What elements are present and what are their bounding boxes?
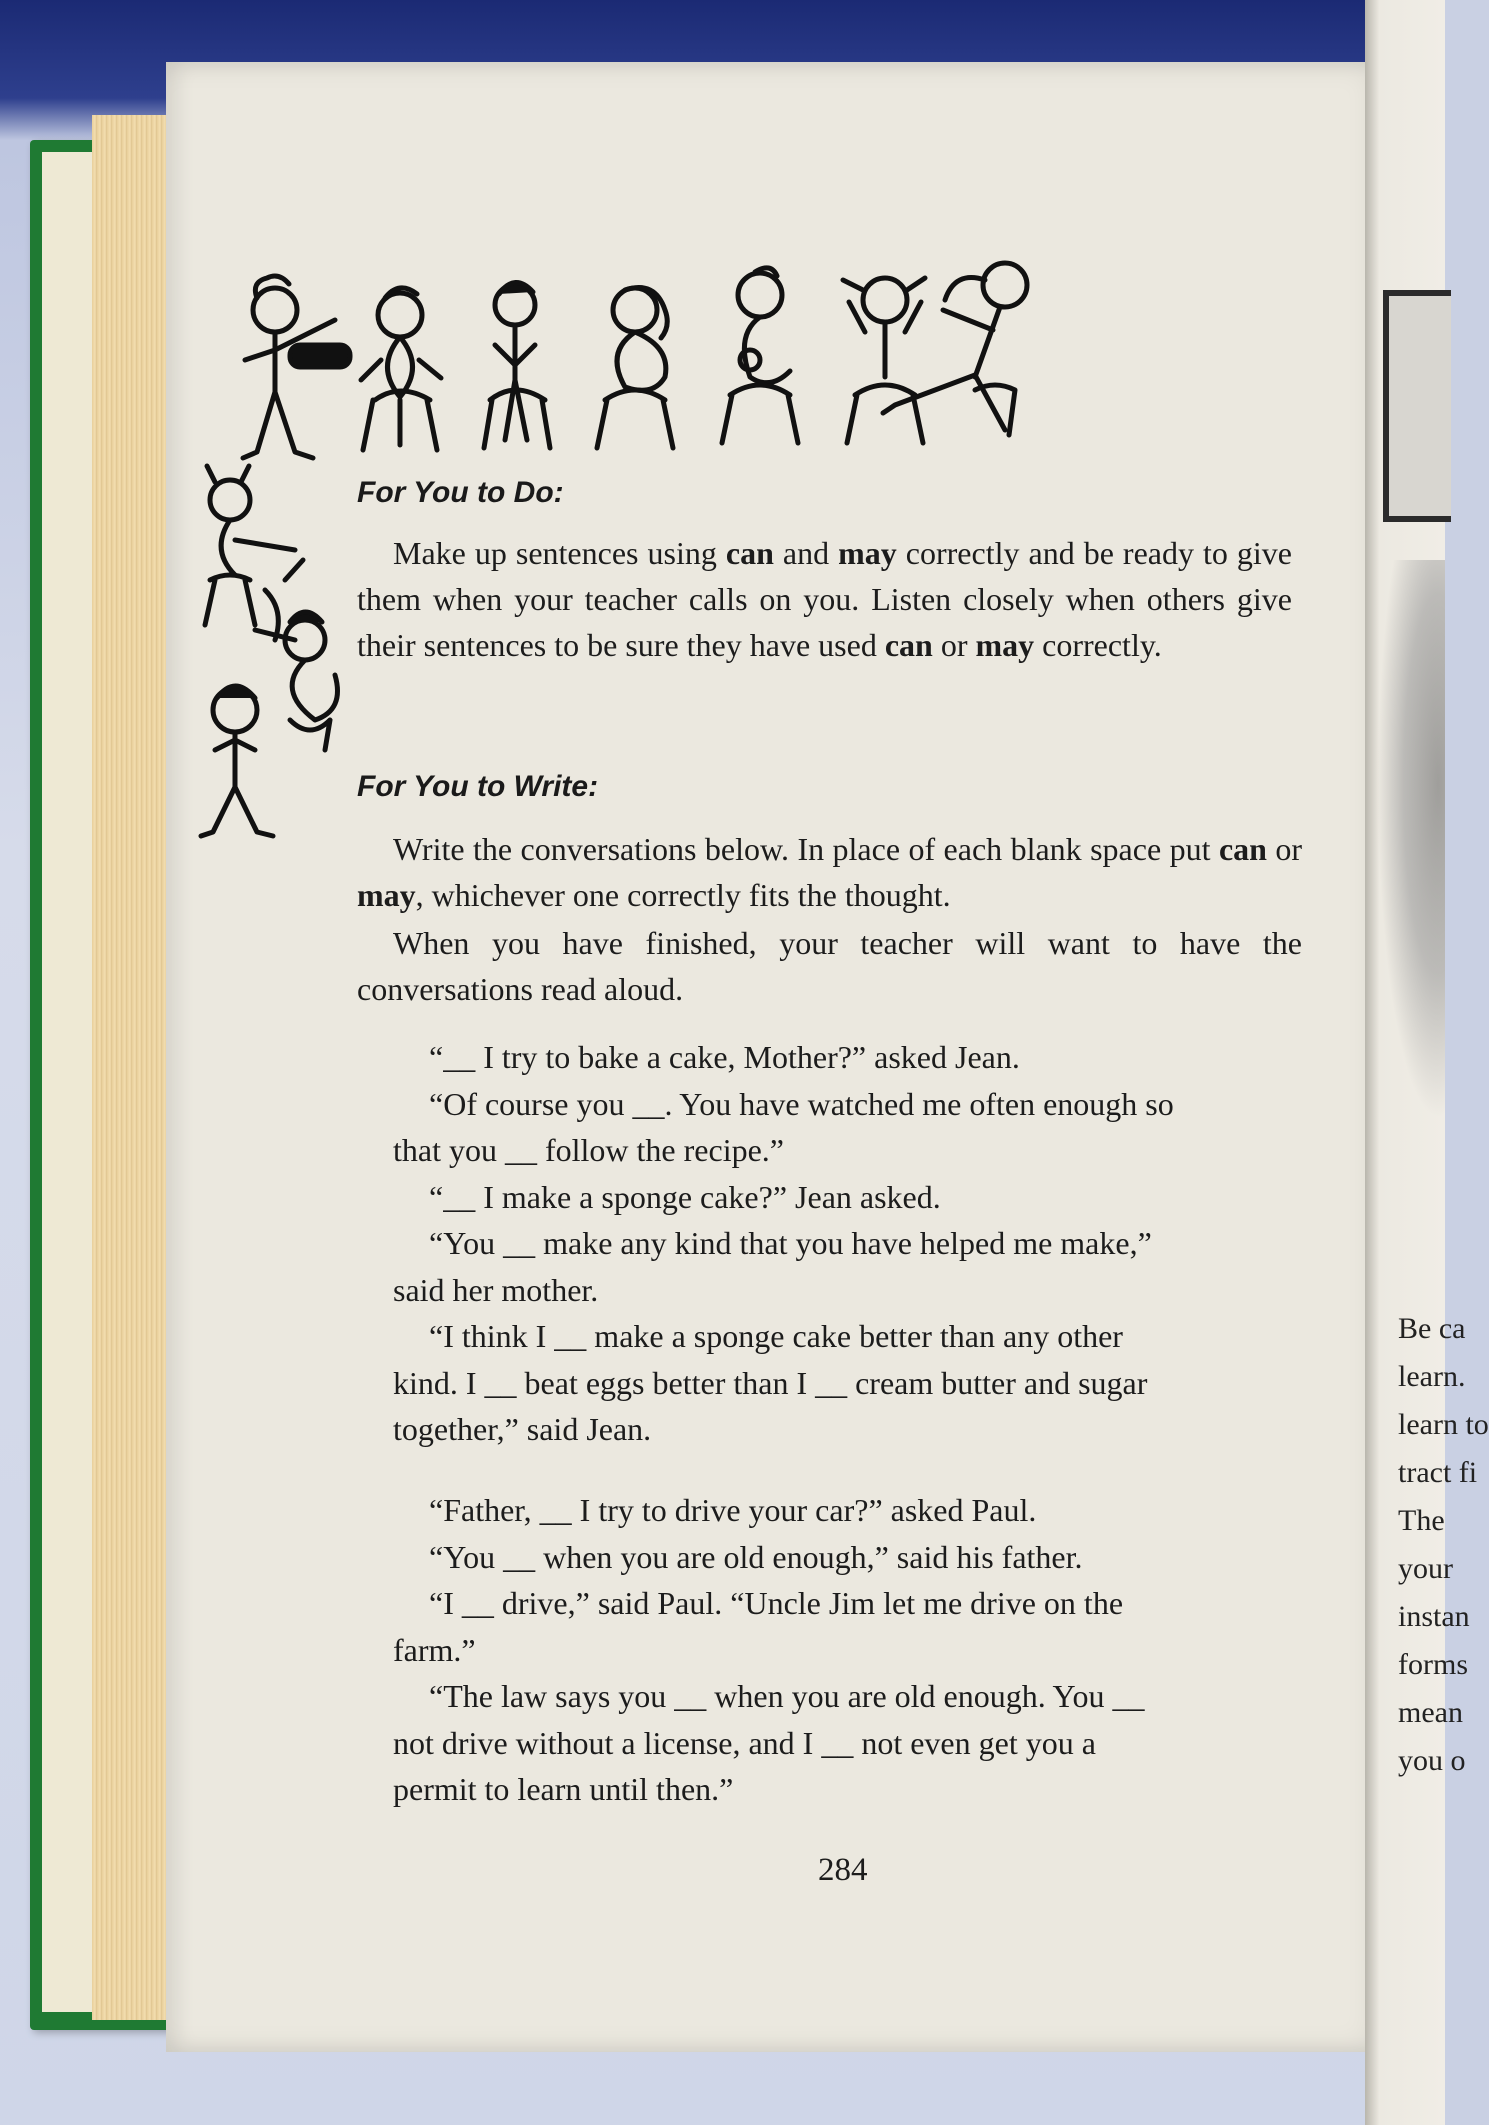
facing-page-picture-frame (1383, 290, 1451, 522)
instructions-do: Make up sentences using can and may correctly and be ready to give them when your teacher calls on you. Listen closely when others give their sentences to be sure they have used can or may correctly. (357, 535, 1293, 663)
conversation-line: “__ I try to bake a cake, Mother?” asked Jean. (429, 1039, 1020, 1075)
kid-6 (843, 278, 925, 443)
kid-3 (484, 282, 550, 448)
conversation-paul (393, 1487, 1308, 1813)
conversation-line: “The law says you __ when you are old enough. You __ (429, 1678, 1145, 1714)
conversation-line: said her mother. (393, 1271, 599, 1308)
instructions-read-aloud: When you have finished, your teacher will want to have the conversations read aloud. (357, 925, 1302, 1007)
conversation-line: permit to learn until then.” (393, 1771, 734, 1807)
heading-for-you-to-do: For You to Do: (357, 476, 564, 509)
facing-page-fragment: Be ca (1398, 1312, 1466, 1345)
instructions-write: Write the conversations below. In place of each blank space put can or may, whichever one correctly fits the thought. (357, 831, 1303, 913)
conversation-line: “__ I make a sponge cake?” Jean asked. (429, 1178, 941, 1215)
facing-page-fragment: tract fi (1398, 1456, 1478, 1489)
heading-for-you-to-write: For You to Write: (357, 770, 599, 803)
conversation-line: “Of course you __. You have watched me often enough so (429, 1085, 1174, 1122)
conversation-line: kind. I __ beat eggs better than I __ cream butter and sugar (393, 1364, 1148, 1401)
conversation-line: “Father, __ I try to drive your car?” asked Paul. (429, 1492, 1037, 1528)
conversation-line: that you __ follow the recipe.” (393, 1132, 784, 1168)
facing-page-text (1398, 1305, 1489, 1785)
kid-10 (201, 686, 273, 836)
conversation-line: “You __ make any kind that you have helped me make,” (429, 1225, 1152, 1261)
kid-1-violin (243, 276, 350, 458)
page-number: 284 (818, 1852, 868, 1888)
kid-4 (597, 288, 673, 449)
facing-page-fragment: learn to (1398, 1408, 1489, 1441)
facing-page-fragment: learn. (1398, 1360, 1466, 1393)
conversation-jean (393, 1034, 1308, 1453)
facing-page-fragment: you o (1398, 1744, 1466, 1777)
facing-page-fragment: your (1398, 1552, 1453, 1585)
facing-page-illustration (1377, 560, 1445, 1120)
kid-2 (361, 288, 441, 450)
facing-page (1365, 0, 1489, 2125)
kid-9 (255, 612, 338, 750)
conversation-line: “You __ when you are old enough,” said his father. (429, 1538, 1083, 1575)
facing-page-fragment: The (1398, 1504, 1445, 1537)
kid-8 (205, 466, 303, 640)
conversation-line: “I __ drive,” said Paul. “Uncle Jim let me drive on the (429, 1585, 1124, 1621)
facing-page-fragment: instan (1398, 1600, 1470, 1633)
facing-page-fragment: forms (1398, 1648, 1468, 1681)
conversation-line: “I think I __ make a sponge cake better than any other (429, 1318, 1123, 1354)
page-block-edges (92, 115, 172, 2020)
conversation-line: together,” said Jean. (393, 1411, 652, 1447)
conversation-line: not drive without a license, and I __ not even get you a (393, 1724, 1096, 1761)
conversation-line: farm.” (393, 1631, 476, 1668)
kid-5 (722, 268, 798, 443)
facing-page-fragment: mean (1398, 1696, 1463, 1729)
